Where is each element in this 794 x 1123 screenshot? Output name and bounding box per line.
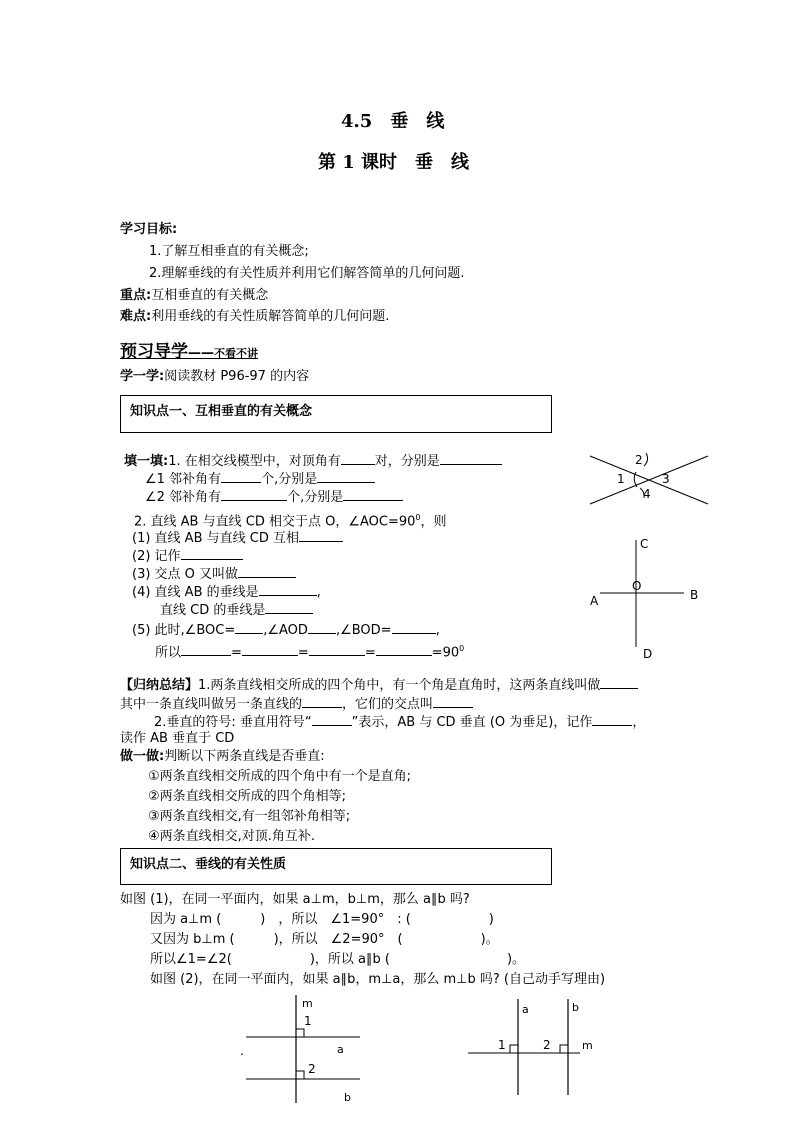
fill-s5c-text: ,∠BOD= bbox=[335, 623, 392, 638]
degree-mark: 0 bbox=[415, 513, 421, 522]
summary-text-2b: ，它们的交点叫 bbox=[342, 697, 434, 712]
summary-line-4: 读作 AB 垂直于 CD bbox=[120, 731, 235, 746]
answer-blank[interactable] bbox=[440, 452, 502, 465]
doit-text: 判断以下两条直线是否垂直: bbox=[164, 749, 325, 764]
answer-blank[interactable] bbox=[181, 643, 231, 656]
answer-blank[interactable] bbox=[309, 643, 365, 656]
doit-line bbox=[120, 749, 325, 765]
answer-blank[interactable] bbox=[265, 601, 313, 614]
fill-q2: 2. 直线 AB 与直线 CD 相交于点 O，∠AOC=90 bbox=[134, 514, 416, 530]
fill-s4b bbox=[160, 601, 313, 619]
summary-text-1: 1.两条直线相交所成的四个角中，有一个角是直角时，这两条直线叫做 bbox=[198, 678, 601, 693]
answer-blank[interactable] bbox=[376, 643, 432, 656]
summary-line-2 bbox=[120, 695, 473, 713]
prop-line-1: 如图 (1)，在同一平面内，如果 a⊥m，b⊥m，那么 a∥b 吗? bbox=[120, 892, 470, 907]
preview-dash: —— bbox=[188, 346, 214, 361]
summary-text-3c: ， bbox=[632, 715, 646, 730]
summary-label: 【归纳总结】 bbox=[120, 678, 199, 693]
fill-s5-text: (5) 此时,∠BOC= bbox=[132, 623, 236, 638]
fill-label: 填一填: bbox=[124, 454, 169, 469]
doit-item: ①两条直线相交所成的四个角中有一个是直角; bbox=[148, 769, 412, 784]
angle-label-2: 2 bbox=[635, 453, 643, 467]
key-point bbox=[120, 288, 268, 304]
fill-s1-text: (1) 直线 AB 与直线 CD 互相 bbox=[132, 531, 299, 546]
fill-s4b-text: 直线 CD 的垂线是 bbox=[160, 603, 266, 618]
answer-blank[interactable] bbox=[302, 695, 342, 708]
point-label-c: C bbox=[640, 537, 649, 551]
knowledge-title-1: 知识点一、互相垂直的有关概念 bbox=[130, 404, 313, 419]
page-title: 4.5 垂 线 bbox=[341, 111, 445, 132]
answer-blank[interactable] bbox=[392, 621, 436, 634]
answer-blank[interactable] bbox=[221, 470, 261, 483]
preview-sub: 不看不讲 bbox=[214, 347, 258, 360]
fill-line-1 bbox=[124, 452, 502, 470]
fill-line-3 bbox=[145, 488, 403, 506]
study-label: 学一学: bbox=[120, 369, 165, 384]
fill-line-2 bbox=[145, 470, 375, 488]
goals-label: 学习目标: bbox=[120, 222, 178, 237]
fill-angle2b: 个,分别是 bbox=[287, 490, 344, 505]
doit-item: ④两条直线相交,对顶.角互补. bbox=[148, 829, 316, 844]
angle-label-1: 1 bbox=[617, 472, 625, 486]
goal-item: 1.了解互相垂直的有关概念; bbox=[149, 244, 309, 259]
fill-s3 bbox=[132, 565, 296, 583]
figure-1-parallel-lines bbox=[240, 995, 370, 1105]
answer-blank[interactable] bbox=[242, 643, 298, 656]
summary-text-3b: ”表示，AB 与 CD 垂直 (O 为垂足)，记作 bbox=[351, 715, 593, 730]
dot-mark: . bbox=[240, 1044, 244, 1058]
answer-blank[interactable] bbox=[259, 583, 317, 596]
knowledge-title-2: 知识点二、垂线的有关性质 bbox=[130, 857, 287, 872]
fill-s5d-text: 所以 bbox=[155, 645, 182, 661]
answer-blank[interactable] bbox=[600, 676, 638, 689]
fill-line-4 bbox=[134, 510, 447, 530]
intersecting-lines-figure bbox=[588, 452, 708, 512]
fill-angle1: ∠1 邻补角有 bbox=[145, 472, 222, 487]
figure-2-perpendicular-lines bbox=[466, 995, 596, 1095]
summary-text-2a: 其中一条直线叫做另一条直线的 bbox=[120, 697, 303, 712]
fill-s3-text: (3) 交点 O 又叫做 bbox=[132, 567, 239, 582]
angle-label-1: 1 bbox=[498, 1038, 506, 1052]
prop-line-5: 如图 (2)，在同一平面内，如果 a∥b，m⊥a，那么 m⊥b 吗? (自己动手写理由) bbox=[150, 972, 606, 987]
answer-blank[interactable] bbox=[221, 488, 287, 501]
line-label-b: b bbox=[344, 1091, 351, 1104]
fill-q1b: 对，分别是 bbox=[374, 454, 440, 469]
fill-s1 bbox=[132, 529, 343, 547]
fill-s2 bbox=[132, 547, 243, 565]
doit-item: ②两条直线相交所成的四个角相等; bbox=[148, 789, 347, 804]
fill-angle2: ∠2 邻补角有 bbox=[145, 490, 222, 505]
point-label-a: A bbox=[590, 594, 599, 608]
perpendicular-ab-cd-figure bbox=[588, 532, 708, 662]
answer-blank[interactable] bbox=[341, 452, 375, 465]
fill-s4-text: (4) 直线 AB 的垂线是 bbox=[132, 585, 259, 600]
difficulty-text: 利用垂线的有关性质解答简单的几何问题. bbox=[151, 309, 390, 324]
fill-s5b-text: ,∠AOD bbox=[263, 623, 308, 638]
page-subtitle: 第 1 课时 垂 线 bbox=[318, 152, 470, 173]
answer-blank[interactable] bbox=[433, 695, 473, 708]
answer-blank[interactable] bbox=[317, 470, 375, 483]
doit-label: 做一做: bbox=[120, 749, 165, 764]
degree-mark: 0 bbox=[459, 644, 465, 653]
fill-q2-end: ，则 bbox=[420, 514, 447, 530]
summary-line-3 bbox=[154, 713, 645, 731]
fill-s4: (4) 直线 AB 的垂线是 , bbox=[132, 585, 321, 600]
angle-label-2: 2 bbox=[543, 1038, 551, 1052]
answer-blank[interactable] bbox=[312, 713, 352, 726]
fill-q1: 1. 在相交线模型中，对顶角有 bbox=[168, 454, 341, 469]
fill-s2-text: (2) 记作 bbox=[132, 549, 181, 564]
prop-line-2: 因为 a⊥m ( ) ，所以 ∠1=90° : ( ) bbox=[150, 912, 494, 927]
answer-blank[interactable] bbox=[181, 547, 243, 560]
study-text: 阅读教材 P96-97 的内容 bbox=[164, 369, 310, 384]
doit-item: ③两条直线相交,有一组邻补角相等; bbox=[148, 809, 351, 824]
fill-s5e-text: =90 bbox=[431, 645, 460, 661]
difficulty-label: 难点: bbox=[120, 309, 152, 324]
point-label-d: D bbox=[643, 647, 653, 661]
fill-s5-line2: 所以 = = = $=90^0$ bbox=[155, 644, 465, 661]
key-label: 重点: bbox=[120, 288, 152, 303]
fill-s5: (5) 此时,∠BOC= ,∠AOD ,∠BOD= , bbox=[132, 623, 440, 638]
answer-blank[interactable] bbox=[343, 488, 403, 501]
line-label-m: m bbox=[582, 1039, 593, 1052]
answer-blank[interactable] bbox=[238, 565, 296, 578]
answer-blank[interactable] bbox=[592, 713, 632, 726]
line-label-m: m bbox=[302, 997, 313, 1010]
goal-item: 2.理解垂线的有关性质并利用它们解答简单的几何问题. bbox=[149, 266, 465, 281]
fill-angle1b: 个,分别是 bbox=[261, 472, 318, 487]
angle-label-3: 3 bbox=[662, 472, 670, 486]
preview-heading bbox=[120, 337, 258, 362]
preview-title: 预习导学 bbox=[120, 342, 188, 362]
study-line bbox=[120, 369, 309, 385]
line-label-b: b bbox=[572, 1001, 579, 1014]
summary-line-1 bbox=[120, 676, 638, 694]
answer-blank[interactable] bbox=[235, 621, 263, 634]
point-label-b: B bbox=[690, 588, 699, 602]
line-label-a: a bbox=[522, 1003, 529, 1016]
key-text: 互相垂直的有关概念 bbox=[151, 288, 269, 303]
answer-blank[interactable] bbox=[308, 621, 336, 634]
angle-label-1: 1 bbox=[304, 1014, 312, 1028]
angle-label-4: 4 bbox=[643, 487, 651, 501]
point-label-o: O bbox=[632, 579, 642, 593]
summary-text-3a: 2.垂直的符号: 垂直用符号“ bbox=[154, 715, 312, 730]
answer-blank[interactable] bbox=[299, 529, 343, 542]
angle-label-2: 2 bbox=[308, 1062, 316, 1076]
difficulty-point bbox=[120, 309, 389, 325]
prop-line-3: 又因为 b⊥m ( )，所以 ∠2=90° ( )。 bbox=[150, 932, 499, 947]
prop-line-4: 所以∠1=∠2( )，所以 a∥b ( )。 bbox=[150, 952, 526, 967]
line-label-a: a bbox=[337, 1043, 344, 1056]
